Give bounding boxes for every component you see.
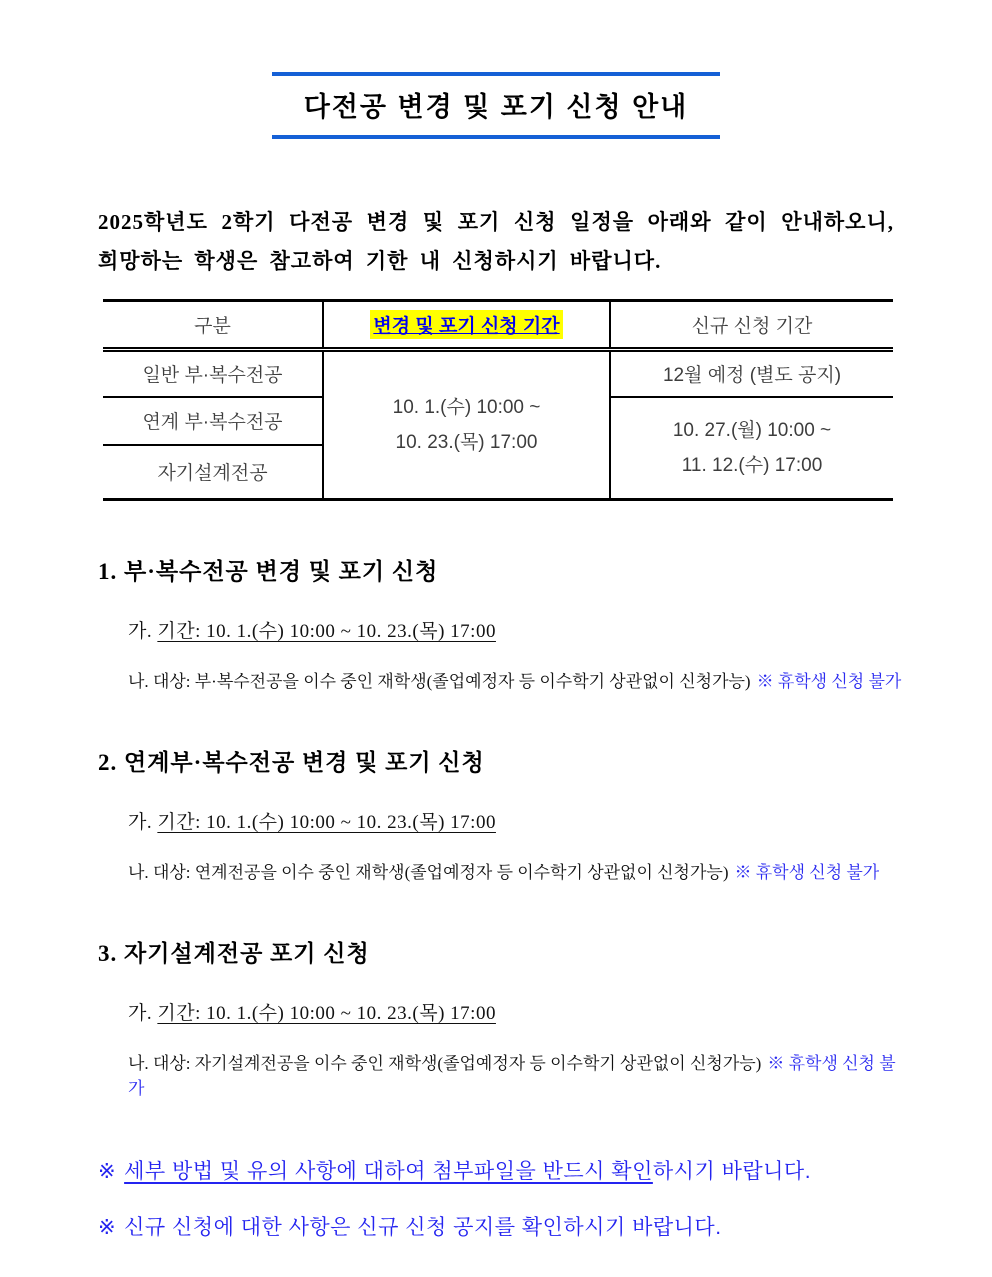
change-period-line2: 10. 23.(목) 17:00 xyxy=(395,432,538,453)
document-title: 다전공 변경 및 포기 신청 안내 xyxy=(303,92,689,122)
table-row-general xyxy=(103,350,893,397)
section-1-period-line xyxy=(128,616,902,643)
table-header-new-period: 신규 신청 기간 xyxy=(610,301,893,350)
section-3-period-label: 가. xyxy=(128,1003,153,1024)
table-header-category: 구분 xyxy=(103,301,323,350)
section-3-heading: 3. 자기설계전공 포기 신청 xyxy=(98,941,370,966)
section-1-period-label: 가. xyxy=(128,621,153,642)
section-2-period-line xyxy=(128,807,902,834)
section-3-leave-note: ※ 휴학생 신청 불가 xyxy=(128,1054,896,1098)
section-2-heading: 2. 연계부·복수전공 변경 및 포기 신청 xyxy=(98,750,485,775)
cell-category-self-designed: 자기설계전공 xyxy=(103,445,323,500)
section-3-target-text: 대상: 자기설계전공을 이수 중인 재학생(졸업예정자 등 이수학기 상관없이 신청가능) xyxy=(152,1054,762,1073)
section-1-target-text: 대상: 부·복수전공을 이수 중인 재학생(졸업예정자 등 이수학기 상관없이 신청가능) xyxy=(152,672,751,691)
change-period-line1: 10. 1.(수) 10:00 ~ xyxy=(392,397,541,418)
footnote-attachment-rest: 하시기 바랍니다. xyxy=(652,1160,812,1183)
cell-new-period-dates xyxy=(610,397,893,500)
section-1-target-line xyxy=(128,667,902,692)
section-self-designed-major xyxy=(98,935,902,1099)
new-period-line2: 11. 12.(수) 17:00 xyxy=(681,454,823,476)
footnote-attachment-underlined: 세부 방법 및 유의 사항에 대하여 첨부파일을 반드시 확인 xyxy=(124,1160,653,1183)
section-1-target-label: 나. xyxy=(128,672,149,691)
section-2-target-line xyxy=(128,858,902,883)
footnote-attachment xyxy=(98,1155,902,1185)
highlighted-header-text: 변경 및 포기 신청 기간 xyxy=(370,310,562,339)
cell-category-general: 일반 부·복수전공 xyxy=(103,350,323,397)
table-header-row xyxy=(103,301,893,350)
section-minor-double-major xyxy=(98,553,902,692)
section-1-period-text: 기간: 10. 1.(수) 10:00 ~ 10. 23.(목) 17:00 xyxy=(157,621,496,642)
schedule-table xyxy=(103,299,893,501)
footnote-new-application-text: 신규 신청에 대한 사항은 신규 신청 공지를 확인하시기 바랍니다. xyxy=(124,1216,722,1239)
table-header-change-period xyxy=(323,301,610,350)
section-2-period-text: 기간: 10. 1.(수) 10:00 ~ 10. 23.(목) 17:00 xyxy=(157,812,496,833)
reference-mark-icon: ※ xyxy=(98,1216,117,1239)
footnotes xyxy=(98,1155,902,1241)
section-2-leave-note: ※ 휴학생 신청 불가 xyxy=(734,863,880,882)
reference-mark-icon: ※ xyxy=(98,1160,117,1183)
new-period-line1: 10. 27.(월) 10:00 ~ xyxy=(672,419,832,441)
section-2-target-label: 나. xyxy=(128,863,149,882)
section-3-period-text: 기간: 10. 1.(수) 10:00 ~ 10. 23.(목) 17:00 xyxy=(157,1003,496,1024)
section-linked-major xyxy=(98,744,902,883)
section-3-period-line xyxy=(128,998,902,1025)
section-2-target-text: 대상: 연계전공을 이수 중인 재학생(졸업예정자 등 이수학기 상관없이 신청가능) xyxy=(152,863,729,882)
section-2-period-label: 가. xyxy=(128,812,153,833)
section-3-target-label: 나. xyxy=(128,1054,149,1073)
document-title-banner xyxy=(272,72,720,139)
cell-new-period-december: 12월 예정 (별도 공지) xyxy=(610,350,893,397)
section-1-leave-note: ※ 휴학생 신청 불가 xyxy=(756,672,902,691)
cell-category-linked: 연계 부·복수전공 xyxy=(103,397,323,445)
section-1-heading: 1. 부·복수전공 변경 및 포기 신청 xyxy=(98,559,439,584)
cell-change-period xyxy=(323,350,610,500)
section-3-target-line xyxy=(128,1049,902,1099)
intro-paragraph: 2025학년도 2학기 다전공 변경 및 포기 신청 일정을 아래와 같이 안내하오니, 희망하는 학생은 참고하여 기한 내 신청하시기 바랍니다. xyxy=(98,210,894,273)
footnote-new-application xyxy=(98,1211,902,1241)
